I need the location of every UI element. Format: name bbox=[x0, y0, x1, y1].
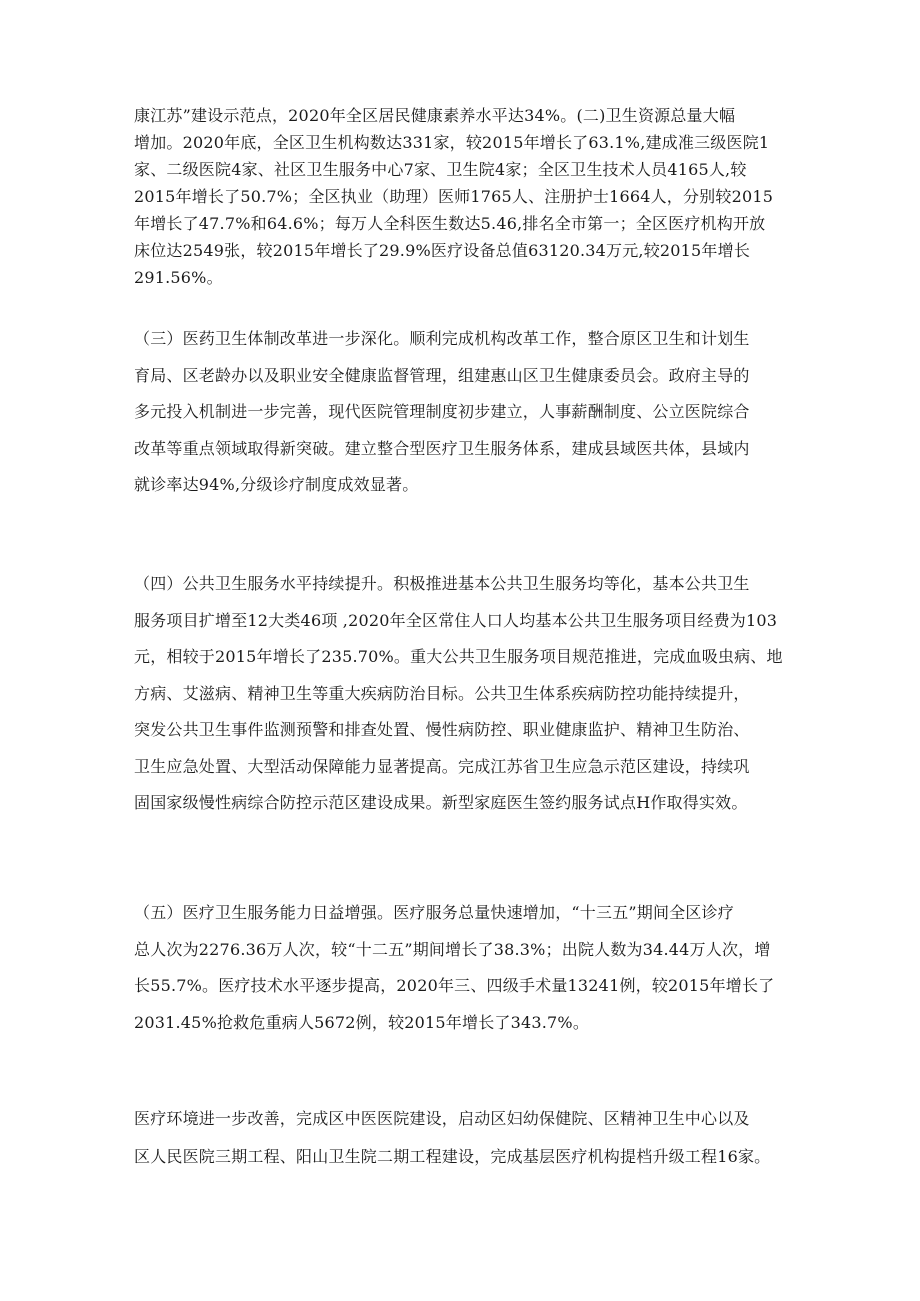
text-line: 总人次为2276.36万人次，较“十二五”期间增长了38.3%；出院人数为34.44万人次，增 bbox=[134, 939, 771, 959]
paragraph-medical-environment bbox=[134, 1100, 794, 1176]
text-line: 家、二级医院4家、社区卫生服务中心7家、卫生院4家；全区卫生技术人员4165人,较 bbox=[134, 160, 747, 179]
text-line: 突发公共卫生事件监测预警和排查处置、慢性病防控、职业健康监护、精神卫生防治、 bbox=[134, 720, 750, 739]
text-line: 年增长了47.7%和64.6%；每万人全科医生数达5.46,排名全市第一；全区医疗机构开放 bbox=[134, 214, 766, 233]
text-line: 育局、区老龄办以及职业安全健康监督管理，组建惠山区卫生健康委员会。政府主导的 bbox=[134, 365, 750, 385]
text-line: 元，相较于2015年增长了235.70%。重大公共卫生服务项目规范推进，完成血吸虫病、地 bbox=[134, 647, 783, 666]
text-line: 2015年增长了50.7%；全区执业（助理）医师1765人、注册护士1664人，分别较2015 bbox=[134, 187, 774, 206]
text-line: 卫生应急处置、大型活动保障能力显著提高。完成江苏省卫生应急示范区建设，持续巩 bbox=[134, 756, 750, 776]
text-line: （五）医疗卫生服务能力日益增强。医疗服务总量快速增加，“十三五”期间全区诊疗 bbox=[134, 903, 734, 922]
text-line: （三）医药卫生体制改革进一步深化。顺利完成机构改革工作，整合原区卫生和计划生 bbox=[134, 329, 750, 348]
paragraph-health-resources bbox=[134, 102, 794, 291]
text-line: 康江苏”建设示范点，2020年全区居民健康素养水平达34%。(二)卫生资源总量大幅 bbox=[134, 106, 736, 125]
text-line: 固国家级慢性病综合防控示范区建设成果。新型家庭医生签约服务试点H作取得实效。 bbox=[134, 793, 748, 812]
text-line: 291.56%。 bbox=[134, 268, 223, 287]
text-line: 服务项目扩增至12大类46项 ,2020年全区常住人口人均基本公共卫生服务项目经费为103 bbox=[134, 610, 778, 630]
text-line: 方病、艾滋病、精神卫生等重大疾病防治目标。公共卫生体系疾病防控功能持续提升， bbox=[134, 683, 750, 703]
text-line: 区人民医院三期工程、阳山卫生院二期工程建设，完成基层医疗机构提档升级工程16家。 bbox=[134, 1147, 771, 1166]
text-line: 改革等重点领域取得新突破。建立整合型医疗卫生服务体系，建成县域医共体，县域内 bbox=[134, 438, 750, 458]
paragraph-system-reform bbox=[134, 321, 794, 504]
text-line: 就诊率达94%,分级诊疗制度成效显著。 bbox=[134, 475, 419, 494]
text-line: 增加。2020年底，全区卫生机构数达331家，较2015年增长了63.1%,建成准三级医院1 bbox=[134, 133, 770, 152]
paragraph-medical-capacity bbox=[134, 895, 794, 1041]
text-line: 长55.7%。医疗技术水平逐步提高，2020年三、四级手术量13241例，较2015年增长了 bbox=[134, 976, 775, 995]
text-line: （四）公共卫生服务水平持续提升。积极推进基本公共卫生服务均等化，基本公共卫生 bbox=[134, 574, 750, 593]
text-line: 多元投入机制进一步完善，现代医院管理制度初步建立，人事薪酬制度、公立医院综合 bbox=[134, 402, 750, 421]
paragraph-public-health bbox=[134, 566, 794, 822]
text-line: 医疗环境进一步改善，完成区中医医院建设，启动区妇幼保健院、区精神卫生中心以及 bbox=[134, 1109, 750, 1128]
text-line: 2031.45%抢救危重病人5672例，较2015年增长了343.7%。 bbox=[134, 1012, 590, 1032]
text-line: 床位达2549张，较2015年增长了29.9%医疗设备总值63120.34万元,较2015年增长 bbox=[134, 241, 751, 260]
